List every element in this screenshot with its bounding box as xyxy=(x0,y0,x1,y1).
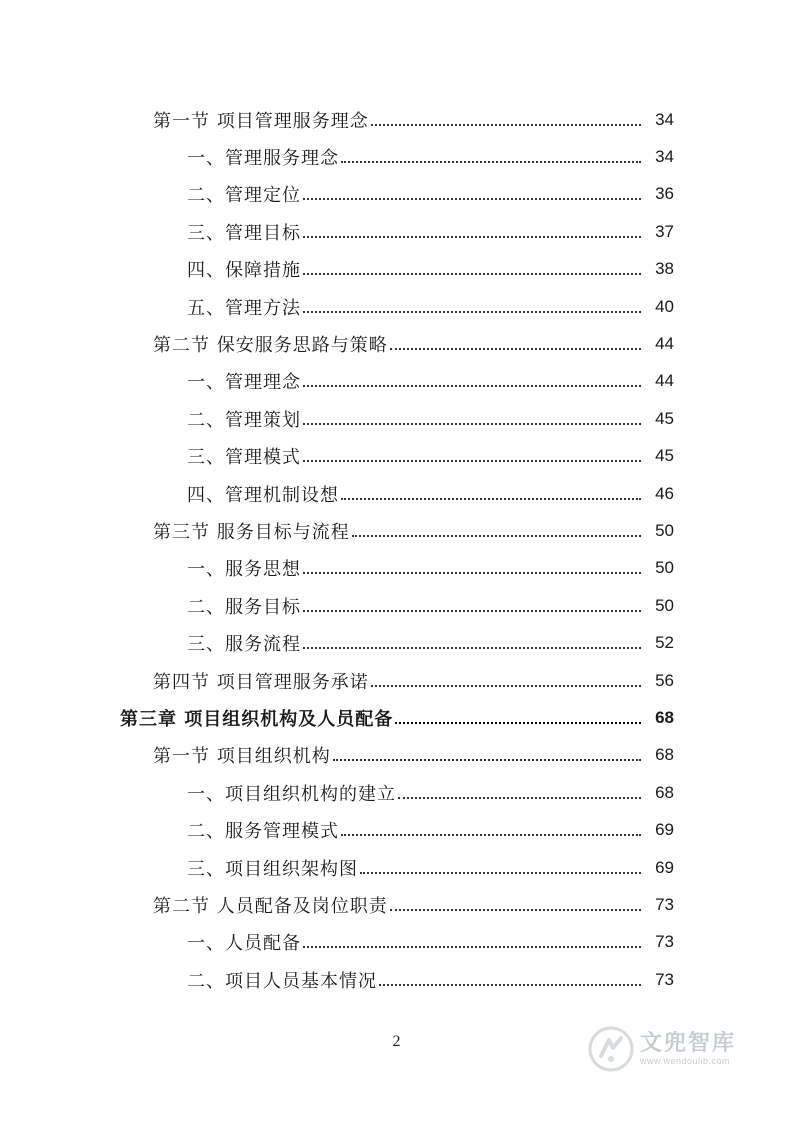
toc-entry-item[interactable] xyxy=(0,438,793,475)
toc-entry-label: 一、管理服务理念 xyxy=(187,144,339,170)
toc-entry-page-number: 50 xyxy=(655,558,674,578)
toc-entry-label: 四、保障措施 xyxy=(187,256,301,282)
toc-entry-section[interactable] xyxy=(0,662,793,699)
toc-entry-item[interactable] xyxy=(0,849,793,886)
toc-dot-leader xyxy=(352,535,641,537)
toc-dot-leader xyxy=(390,909,641,911)
toc-entry-label: 二、管理定位 xyxy=(187,181,301,207)
toc-entry-label: 第二节 人员配备及岗位职责 xyxy=(153,892,388,918)
toc-entry-page-number: 44 xyxy=(655,371,674,391)
toc-entry-label: 五、管理方法 xyxy=(187,294,301,320)
toc-dot-leader xyxy=(303,572,641,574)
toc-dot-leader xyxy=(379,984,641,986)
toc-entry-page-number: 46 xyxy=(655,483,674,503)
toc-dot-leader xyxy=(341,161,641,163)
toc-entry-item[interactable] xyxy=(0,400,793,437)
toc-entry-label: 一、管理理念 xyxy=(187,368,301,394)
toc-entry-section[interactable] xyxy=(0,512,793,549)
toc-entry-section[interactable] xyxy=(0,325,793,362)
toc-entry-page-number: 36 xyxy=(655,184,674,204)
toc-entry-label: 三、服务流程 xyxy=(187,630,301,656)
toc-entry-label: 第三章 项目组织机构及人员配备 xyxy=(120,705,393,731)
toc-entry-page-number: 68 xyxy=(655,707,674,727)
toc-entry-page-number: 50 xyxy=(655,520,674,540)
toc-dot-leader xyxy=(303,946,641,948)
toc-entry-item[interactable] xyxy=(0,961,793,998)
toc-dot-leader xyxy=(303,273,641,275)
toc-entry-item[interactable] xyxy=(0,176,793,213)
toc-entry-label: 三、项目组织架构图 xyxy=(187,855,358,881)
toc-entry-page-number: 73 xyxy=(655,894,674,914)
toc-dot-leader xyxy=(371,124,641,126)
toc-entry-label: 第四节 项目管理服务承诺 xyxy=(153,668,369,694)
toc-entry-section[interactable] xyxy=(0,886,793,923)
watermark-url: www.wendoulib.com xyxy=(640,1056,731,1066)
toc-entry-item[interactable] xyxy=(0,811,793,848)
toc-entry-page-number: 68 xyxy=(655,745,674,765)
toc-entry-label: 四、管理机制设想 xyxy=(187,481,339,507)
toc-dot-leader xyxy=(395,722,641,724)
toc-entry-item[interactable] xyxy=(0,251,793,288)
toc-entry-page-number: 69 xyxy=(655,820,674,840)
toc-entry-item[interactable] xyxy=(0,475,793,512)
toc-entry-section[interactable] xyxy=(0,101,793,138)
toc-dot-leader xyxy=(303,385,641,387)
toc-entry-label: 一、项目组织机构的建立 xyxy=(187,780,396,806)
toc-entry-page-number: 37 xyxy=(655,221,674,241)
toc-dot-leader xyxy=(303,311,641,313)
toc-entry-page-number: 38 xyxy=(655,259,674,279)
toc-entry-label: 一、服务思想 xyxy=(187,555,301,581)
toc-entry-item[interactable] xyxy=(0,624,793,661)
toc-entry-item[interactable] xyxy=(0,774,793,811)
toc-dot-leader xyxy=(303,610,641,612)
toc-entry-page-number: 69 xyxy=(655,857,674,877)
toc-dot-leader xyxy=(303,236,641,238)
page-number: 2 xyxy=(392,1033,401,1050)
toc-entry-page-number: 34 xyxy=(655,109,674,129)
toc-entry-label: 一、人员配备 xyxy=(187,929,301,955)
toc-entry-page-number: 56 xyxy=(655,670,674,690)
toc-entry-page-number: 52 xyxy=(655,633,674,653)
toc-entry-page-number: 68 xyxy=(655,782,674,802)
toc-entry-page-number: 45 xyxy=(655,446,674,466)
toc-entry-label: 第二节 保安服务思路与策略 xyxy=(153,331,388,357)
toc-entry-item[interactable] xyxy=(0,288,793,325)
toc-entry-section[interactable] xyxy=(0,737,793,774)
toc-dot-leader xyxy=(360,872,641,874)
toc-entry-page-number: 73 xyxy=(655,932,674,952)
toc-dot-leader xyxy=(390,348,641,350)
toc-entry-label: 二、项目人员基本情况 xyxy=(187,967,377,993)
toc-dot-leader xyxy=(341,834,641,836)
table-of-contents xyxy=(0,101,793,998)
toc-entry-item[interactable] xyxy=(0,138,793,175)
toc-entry-item[interactable] xyxy=(0,213,793,250)
watermark xyxy=(588,1020,758,1078)
toc-entry-page-number: 34 xyxy=(655,147,674,167)
toc-dot-leader xyxy=(371,685,641,687)
toc-dot-leader xyxy=(303,423,641,425)
watermark-title: 文兜智库 xyxy=(640,1031,737,1056)
toc-entry-page-number: 44 xyxy=(655,334,674,354)
toc-entry-item[interactable] xyxy=(0,363,793,400)
toc-entry-label: 三、管理目标 xyxy=(187,219,301,245)
toc-entry-label: 第三节 服务目标与流程 xyxy=(153,518,350,544)
toc-entry-label: 二、服务目标 xyxy=(187,593,301,619)
toc-entry-page-number: 40 xyxy=(655,296,674,316)
watermark-logo-icon xyxy=(588,1026,634,1072)
toc-dot-leader xyxy=(333,759,641,761)
toc-entry-page-number: 50 xyxy=(655,595,674,615)
toc-entry-label: 第一节 项目管理服务理念 xyxy=(153,107,369,133)
toc-entry-item[interactable] xyxy=(0,924,793,961)
toc-entry-label: 三、管理模式 xyxy=(187,443,301,469)
toc-entry-chapter[interactable] xyxy=(0,699,793,736)
toc-entry-label: 第一节 项目组织机构 xyxy=(153,742,331,768)
toc-entry-item[interactable] xyxy=(0,587,793,624)
toc-entry-label: 二、管理策划 xyxy=(187,406,301,432)
toc-dot-leader xyxy=(303,198,641,200)
toc-entry-page-number: 73 xyxy=(655,969,674,989)
toc-dot-leader xyxy=(303,460,641,462)
toc-entry-item[interactable] xyxy=(0,550,793,587)
toc-dot-leader xyxy=(341,498,641,500)
toc-dot-leader xyxy=(303,647,641,649)
toc-entry-label: 二、服务管理模式 xyxy=(187,817,339,843)
toc-entry-page-number: 45 xyxy=(655,408,674,428)
toc-dot-leader xyxy=(398,797,641,799)
